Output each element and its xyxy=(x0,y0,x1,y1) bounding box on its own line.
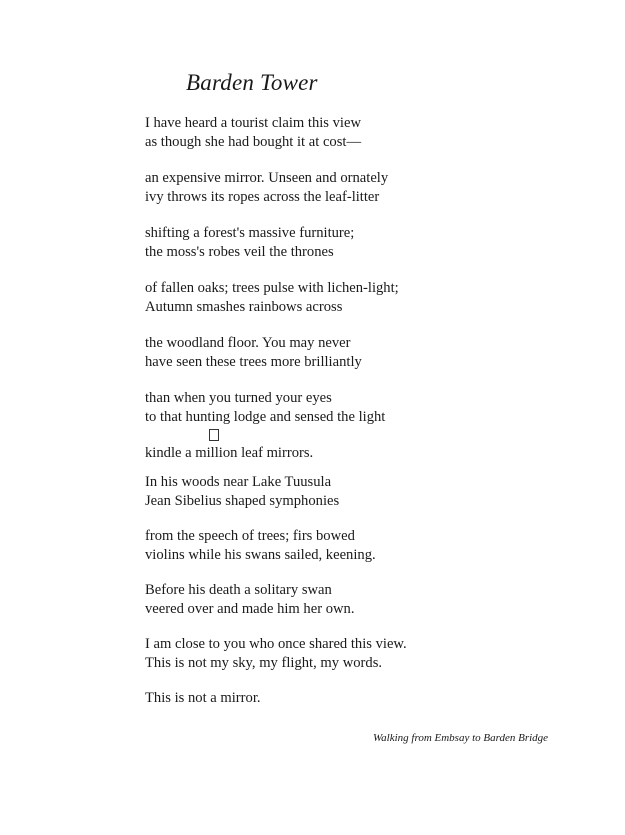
stanza xyxy=(145,635,465,673)
poem-line: kindle a million leaf mirrors. xyxy=(145,445,314,461)
stanza xyxy=(145,114,465,152)
poem-line: veered over and made him her own. xyxy=(145,601,355,617)
stanza xyxy=(145,444,465,463)
poem-title: Barden Tower xyxy=(186,70,318,95)
stanza xyxy=(145,334,465,372)
poem-line: Before his death a solitary swan xyxy=(145,582,332,598)
poem-line: the woodland floor. You may never xyxy=(145,335,351,351)
poem-line: than when you turned your eyes xyxy=(145,390,332,406)
section-divider-box-icon xyxy=(209,429,219,441)
poem-line: violins while his swans sailed, keening. xyxy=(145,547,376,563)
stanza xyxy=(145,224,465,262)
poem-part-one xyxy=(145,114,465,480)
poem-line: Autumn smashes rainbows across xyxy=(145,299,343,315)
poem-line: as though she had bought it at cost— xyxy=(145,134,362,150)
poem-line: In his woods near Lake Tuusula xyxy=(145,474,332,490)
poem-line: from the speech of trees; firs bowed xyxy=(145,528,355,544)
stanza xyxy=(145,389,465,427)
stanza xyxy=(145,473,465,511)
poem-line: have seen these trees more brilliantly xyxy=(145,354,362,370)
stanza xyxy=(145,527,465,565)
stanza xyxy=(145,279,465,317)
poem-line: This is not my sky, my flight, my words. xyxy=(145,655,383,671)
poem-line: shifting a forest's massive furniture; xyxy=(145,225,355,241)
stanza xyxy=(145,169,465,207)
poem-line: an expensive mirror. Unseen and ornately xyxy=(145,170,389,186)
poem-line: to that hunting lodge and sensed the light xyxy=(145,409,386,425)
poem-part-two xyxy=(145,473,465,724)
stanza xyxy=(145,689,465,708)
poem-line: I am close to you who once shared this view. xyxy=(145,636,407,652)
poem-line: ivy throws its ropes across the leaf-litter xyxy=(145,189,380,205)
poem-footnote: Walking from Embsay to Barden Bridge xyxy=(373,732,549,744)
poem-line: Jean Sibelius shaped symphonies xyxy=(145,493,340,509)
stanza xyxy=(145,581,465,619)
poem-line: of fallen oaks; trees pulse with lichen-light; xyxy=(145,280,399,296)
poem-line: the moss's robes veil the thrones xyxy=(145,244,334,260)
poem-line: This is not a mirror. xyxy=(145,690,261,706)
poem-line: I have heard a tourist claim this view xyxy=(145,115,361,131)
